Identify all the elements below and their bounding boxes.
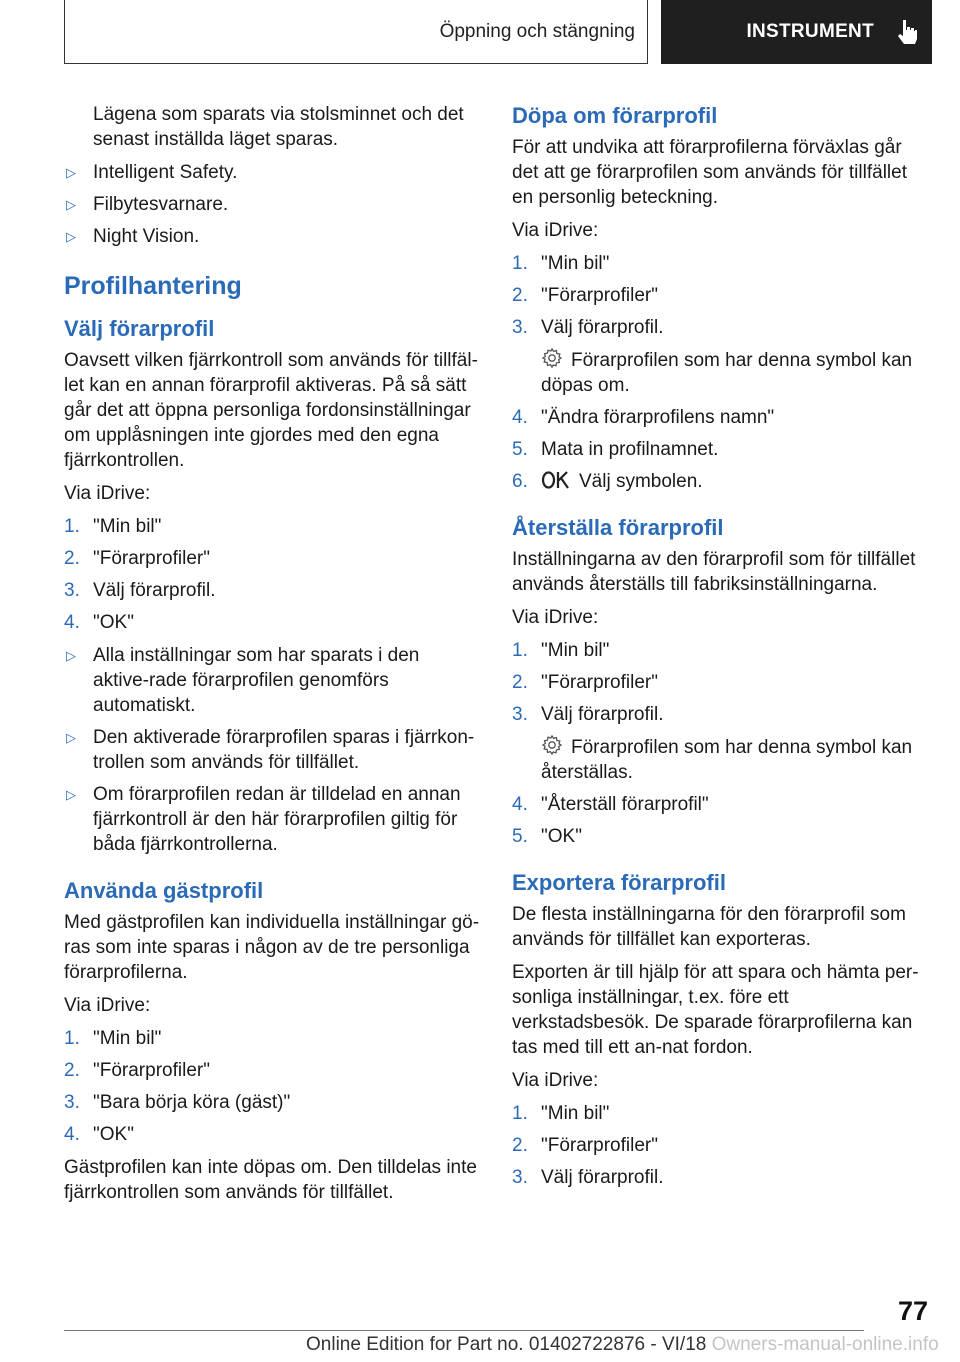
section-tab-label: Öppning och stängning (439, 20, 635, 42)
gear-icon (541, 734, 563, 756)
subsection-heading: Döpa om förarprofil (512, 103, 718, 128)
list-item: 5. Mata in profilnamnet. (512, 439, 719, 460)
list-item: 1. "Min bil" (64, 516, 162, 537)
steps-list (512, 1101, 928, 1190)
list-item: ▷ Om förarprofilen redan är tilldelad en annan fjärrkontroll är den här förarprofilen giltig för båda fjärrkontrollerna. (66, 784, 461, 855)
footer-divider (64, 1330, 864, 1331)
list-item: ▷ Night Vision. (66, 226, 200, 247)
subsection-heading: Använda gästprofil (64, 878, 264, 903)
page-header (64, 0, 932, 66)
watermark-text: Owners-manual-online.info (711, 1334, 939, 1355)
via-idrive-label: Via iDrive: (512, 220, 599, 241)
subsection-heading: Välj förarprofil (64, 316, 215, 341)
paragraph: De flesta inställningarna för den förarprofil som används för tillfället kan exporteras. (512, 904, 906, 950)
list-item: 1. "Min bil" (512, 640, 610, 661)
subsection-heading: Exportera förarprofil (512, 870, 726, 895)
via-idrive-label: Via iDrive: (64, 483, 151, 504)
triangle-bullet-icon: ▷ (66, 165, 76, 180)
via-idrive-label: Via iDrive: (512, 1070, 599, 1091)
list-item: 2. "Förarprofiler" (64, 1060, 210, 1081)
intro-text: Lägena som sparats via stolsminnet och det senast inställda läget sparas. (93, 104, 464, 150)
edition-text: Online Edition for Part no. 01402722876 - VI/18 (306, 1334, 707, 1355)
list-item: 2. "Förarprofiler" (512, 285, 658, 306)
chapter-tab-label: INSTRUMENT (746, 21, 874, 42)
triangle-bullet-icon: ▷ (66, 787, 76, 802)
list-item: ▷ Filbytesvarnare. (66, 194, 229, 215)
steps-list (512, 251, 928, 494)
list-item: 4. "Ändra förarprofilens namn" (512, 407, 775, 428)
list-item: 3. Välj förarprofil. (512, 1167, 664, 1188)
section-heading: Profilhantering (64, 272, 242, 300)
via-idrive-label: Via iDrive: (512, 607, 599, 628)
list-item: 5. "OK" (512, 826, 582, 847)
list-item: 3. Välj förarprofil. (512, 317, 664, 338)
chapter-tab[interactable] (661, 0, 932, 64)
list-item: 1. "Min bil" (512, 1103, 610, 1124)
list-item: ▷ Intelligent Safety. (66, 162, 238, 183)
list-item: 6. Välj symbolen. (512, 471, 703, 492)
paragraph: Exporten är till hjälp för att spara och hämta per-sonliga inställningar, t.ex. före ett verkstadsbesök. De sparade förarprofilerna kan tas med till ett an-nat fordon. (512, 962, 919, 1058)
list-item: 2. "Förarprofiler" (512, 672, 658, 693)
ok-icon (541, 470, 571, 490)
list-item: 4. "OK" (64, 1124, 134, 1145)
via-idrive-label: Via iDrive: (64, 995, 151, 1016)
list-item: ▷ Den aktiverade förarprofilen sparas i fjärrkon-trollen som används för tillfället. (66, 727, 475, 773)
list-item: 2. "Förarprofiler" (512, 1135, 658, 1156)
symbol-note: Förarprofilen som har denna symbol kan återställas. (512, 734, 928, 785)
triangle-bullet-icon: ▷ (66, 730, 76, 745)
hand-pointer-icon (896, 19, 918, 45)
notes-list (64, 643, 480, 857)
list-item: 4. "OK" (64, 612, 134, 633)
paragraph: För att undvika att förarprofilerna förväxlas går det att ge förarprofilen som används för tillfället en personlig beteckning. (512, 137, 907, 208)
paragraph: Inställningarna av den förarprofil som för tillfället används återställs till fabriksinställningarna. (512, 549, 916, 595)
gear-icon (541, 347, 563, 369)
list-item: 2. "Förarprofiler" (64, 548, 210, 569)
paragraph: Gästprofilen kan inte döpas om. Den tilldelas inte fjärrkontrollen som används för tillfället. (64, 1157, 477, 1203)
triangle-bullet-icon: ▷ (66, 229, 76, 244)
subsection-heading: Återställa förarprofil (512, 515, 724, 540)
list-item: 3. "Bara börja köra (gäst)" (64, 1092, 291, 1113)
triangle-bullet-icon: ▷ (66, 197, 76, 212)
symbol-note: Förarprofilen som har denna symbol kan döpas om. (512, 347, 928, 398)
paragraph: Med gästprofilen kan individuella inställningar gö-ras som inte sparas i någon av de tre personliga förarprofilerna. (64, 912, 480, 983)
triangle-bullet-icon: ▷ (66, 648, 76, 663)
right-column (512, 102, 928, 1198)
left-column (64, 102, 480, 1213)
section-tab[interactable] (64, 0, 648, 64)
paragraph: Oavsett vilken fjärrkontroll som används för tillfäl-let kan en annan förarprofil aktiveras. På så sätt går det att öppna personliga fordonsinställningar om upplåsningen inte gjordes med den egna fjärrkontrollen. (64, 350, 478, 471)
list-item: ▷ Alla inställningar som har sparats i den aktive-rade förarprofilen genomförs automatiskt. (66, 645, 420, 716)
list-item: 3. Välj förarprofil. (64, 580, 216, 601)
footer-text (306, 1334, 939, 1356)
steps-list (64, 514, 480, 635)
steps-list (512, 638, 928, 849)
page-number: 77 (897, 1296, 928, 1326)
list-item: 4. "Återställ förarprofil" (512, 794, 709, 815)
list-item: 1. "Min bil" (512, 253, 610, 274)
feature-list (64, 160, 480, 249)
list-item: 1. "Min bil" (64, 1028, 162, 1049)
steps-list (64, 1026, 480, 1147)
list-item: 3. Välj förarprofil. (512, 704, 664, 725)
